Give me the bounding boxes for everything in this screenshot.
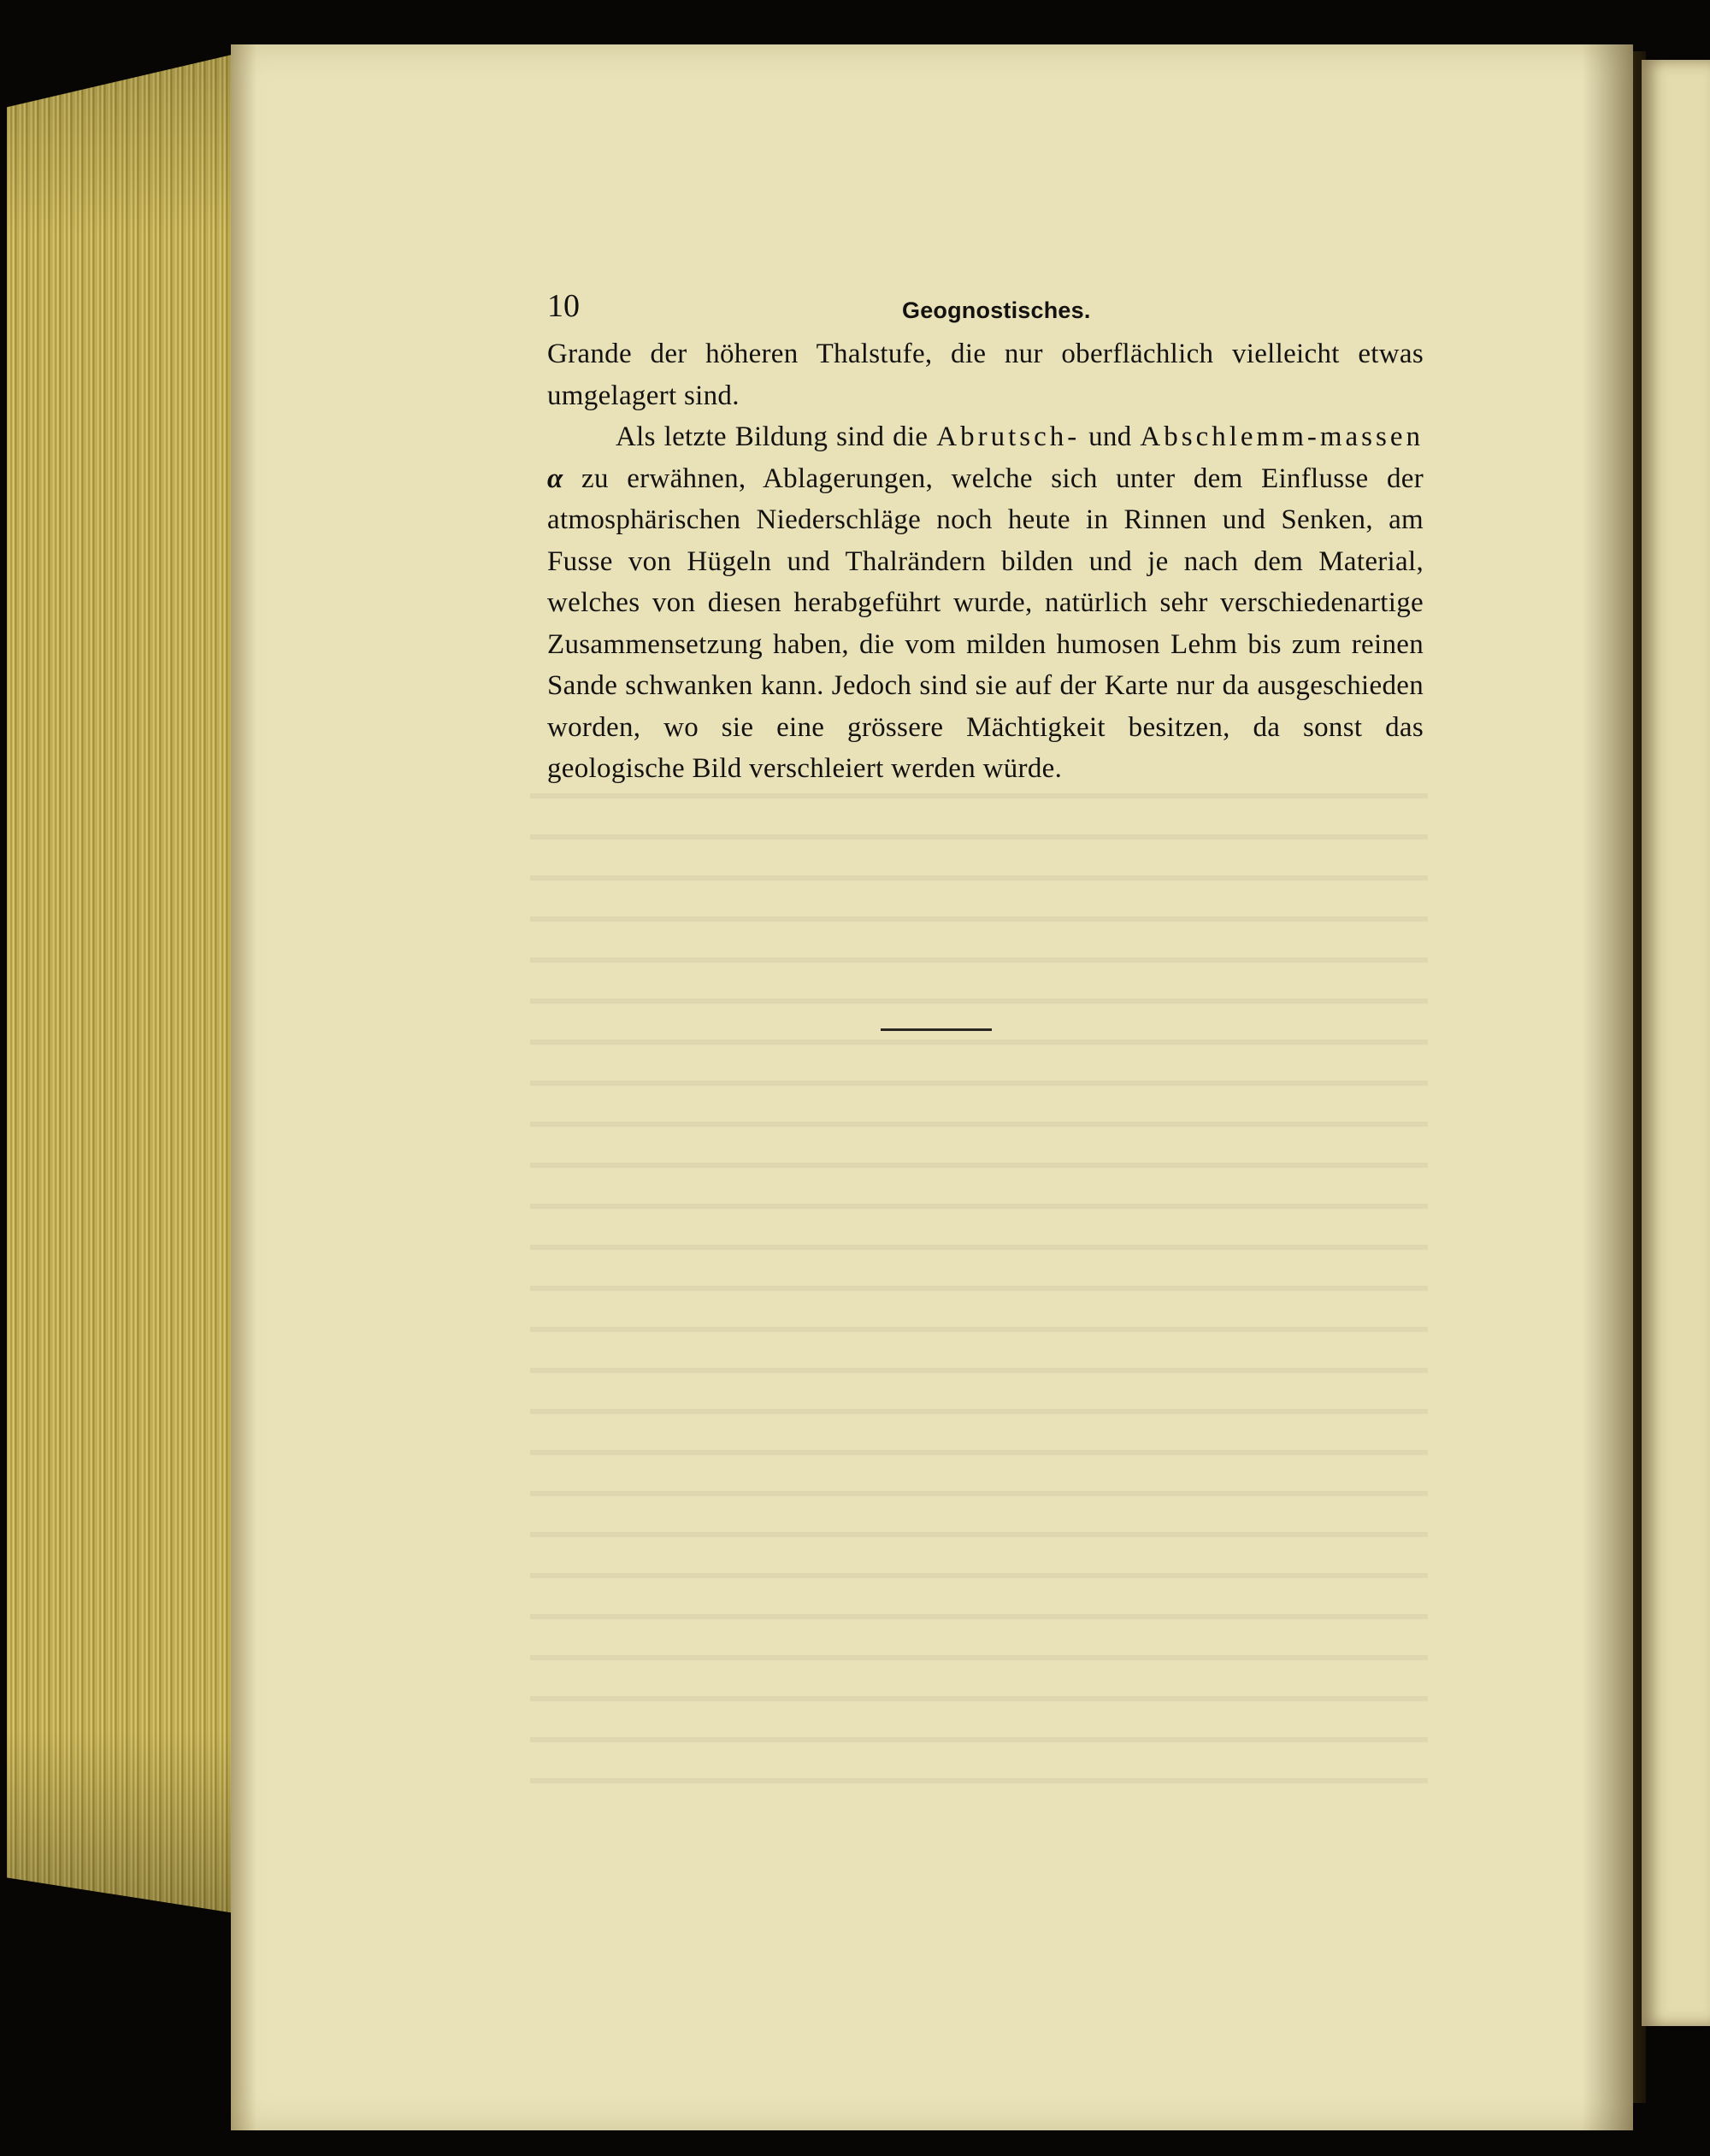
term-abrutsch: Abrutsch-	[936, 421, 1081, 452]
running-head: Geognostisches.	[902, 297, 1091, 323]
paragraph-2-rest: zu erwähnen, Ablagerungen, welche sich unter dem Einflusse der atmosphärischen Niederschläge noch heute in Rinnen und Senken, am Fusse von Hügeln und Thalrändern bilden und je nach dem Material, welches von diesen herabgeführt wurde, natürlich sehr verschiedenartige Zusammensetzung haben, die vom milden humosen Lehm bis zum reinen Sande schwanken kann. Jedoch sind sie auf der Karte nur da ausgeschieden worden, wo sie eine grössere Mächtigkeit besitzen, da sonst das geologische Bild verschleiert werden würde.	[547, 462, 1424, 784]
paragraph-2-lead: Als letzte Bildung sind die	[616, 421, 937, 452]
section-end-rule	[881, 1028, 992, 1031]
paragraph-2-mid: und	[1080, 421, 1141, 452]
body-text	[547, 333, 1424, 790]
paragraph-1: Grande der höheren Thalstufe, die nur oberflächlich vielleicht etwas umgelagert sind.	[547, 339, 1424, 411]
bleed-through-texture	[530, 769, 1428, 1795]
page-text-block	[547, 282, 1424, 790]
map-symbol-alpha: α	[547, 462, 563, 494]
book-page-edges	[7, 51, 246, 1915]
paragraph-2	[547, 416, 1424, 790]
page-number: 10	[547, 288, 580, 324]
facing-page-edge	[1642, 60, 1710, 2026]
term-abschlemmmassen: Abschlemm-massen	[1140, 421, 1424, 452]
page-header	[547, 282, 1424, 333]
